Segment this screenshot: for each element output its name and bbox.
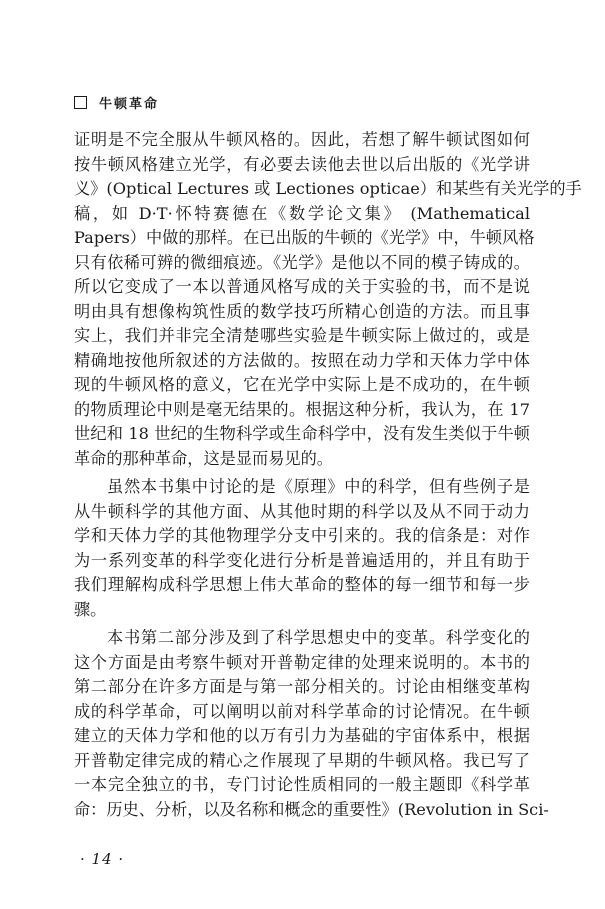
text-line: 成的科学革命，可以阐明以前对科学革命的讨论情况。在牛顿 bbox=[74, 701, 530, 721]
text-line: 学和天体力学的其他物理学分支中引来的。我的信条是：对作 bbox=[74, 526, 530, 545]
text-line: 只有依稀可辨的微细痕迹。《光学》是他以不同的模子铸成的。 bbox=[74, 252, 530, 272]
text-line: 的物质理论中则是毫无结果的。根据这种分析，我认为，在 17 bbox=[74, 399, 530, 419]
text-line: Papers）中做的那样。在已出版的牛顿的《光学》中，牛顿风格 bbox=[74, 228, 535, 247]
text-line: 义》(Optical Lectures 或 Lectiones opticae）和某些有关光学的手 bbox=[74, 179, 582, 198]
text-line: 现的牛顿风格的意义，它在光学中实际上是不成功的，在牛顿 bbox=[74, 375, 530, 394]
text-line: 精确地按他所叙述的方法做的。按照在动力学和天体力学中体 bbox=[74, 350, 530, 370]
page-number: · 14 · bbox=[80, 850, 125, 868]
text-line: 革命的那种革命，这是显而易见的。 bbox=[74, 448, 333, 468]
running-head-title: 牛顿革命 bbox=[99, 96, 160, 112]
text-line: 虽然本书集中讨论的是《原理》中的科学，但有些例子是 bbox=[107, 477, 530, 496]
text-line: 一本完全独立的书，专门讨论性质相同的一般主题即《科学革 bbox=[74, 775, 530, 794]
text-line: 为一系列变革的科学变化进行分析是普遍适用的，并且有助于 bbox=[74, 550, 530, 570]
text-line: 我们理解构成科学思想上伟大革命的整体的每一细节和每一步 bbox=[74, 575, 530, 594]
text-line: 建立的天体力学和他的以万有引力为基础的宇宙体系中，根据 bbox=[74, 726, 530, 745]
square-bullet-icon bbox=[74, 96, 87, 109]
text-line: 所以它变成了一本以普通风格写成的关于实验的书，而不是说 bbox=[74, 277, 530, 296]
text-line: 实上，我们并非完全清楚哪些实验是牛顿实际上做过的，或是 bbox=[74, 326, 530, 345]
text-line: 骤。 bbox=[74, 599, 107, 619]
text-line: 明由具有想像构筑性质的数学技巧所精心创造的方法。而且事 bbox=[74, 301, 530, 321]
text-line: 这个方面是由考察牛顿对开普勒定律的处理来说明的。本书的 bbox=[74, 652, 530, 672]
text-line: 证明是不完全服从牛顿风格的。因此，若想了解牛顿试图如何 bbox=[74, 130, 530, 149]
running-head bbox=[74, 92, 159, 112]
text-line: 开普勒定律完成的精心之作展现了早期的牛顿风格。我已写了 bbox=[74, 750, 530, 770]
text-line: 本书第二部分涉及到了科学思想史中的变革。科学变化的 bbox=[107, 628, 530, 647]
text-line: 世纪和 18 世纪的生物科学或生命科学中，没有发生类似于牛顿 bbox=[74, 424, 530, 443]
text-line: 从牛顿科学的其他方面、从其他时期的科学以及从不同于动力 bbox=[74, 501, 530, 521]
text-line: 第二部分在许多方面是与第一部分相关的。讨论由相继变革构 bbox=[74, 677, 530, 696]
text-line: 命：历史、分析，以及名称和概念的重要性》(Revolution in Sci- bbox=[74, 799, 549, 819]
body-text bbox=[74, 128, 582, 822]
text-line: 稿，如 D·T·怀特赛德在《数学论文集》 (Mathematical bbox=[74, 203, 530, 223]
text-line: 按牛顿风格建立光学，有必要去读他去世以后出版的《光学讲 bbox=[74, 154, 530, 174]
